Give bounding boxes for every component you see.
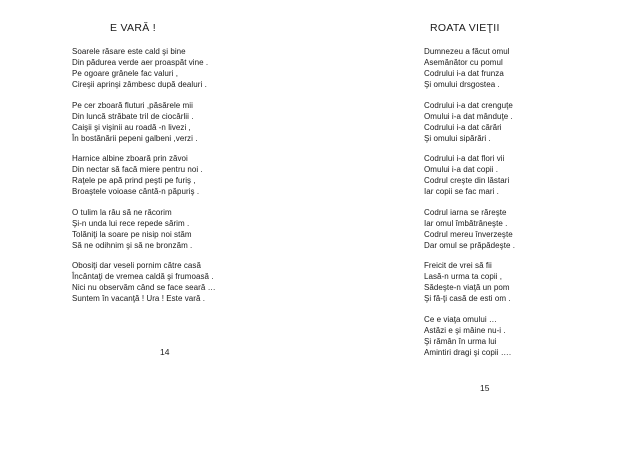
verse-line: Codrul iarna se răreşte bbox=[424, 207, 507, 217]
poem-body bbox=[424, 46, 594, 367]
stanza bbox=[424, 207, 594, 251]
stanza bbox=[424, 260, 594, 304]
verse-line: Iar copii se fac mari . bbox=[424, 187, 499, 196]
verse-line: Omului i-a dat copii . bbox=[424, 165, 499, 174]
verse-line: Lasă-n urma ta copii , bbox=[424, 272, 503, 281]
verse-line: Amintiri dragi şi copii …. bbox=[424, 347, 512, 357]
verse-line: Obosiţi dar veseli pornim către casă bbox=[72, 261, 201, 270]
poem-title: ROATA VIEŢII bbox=[430, 22, 500, 34]
verse-line: Codrului i-a dat frunza bbox=[424, 69, 504, 78]
verse-line: În bostănării pepeni galbeni ,verzi . bbox=[72, 133, 198, 143]
poem-body bbox=[72, 46, 312, 314]
right-page bbox=[424, 0, 594, 452]
verse-line: Freicit de vrei să fii bbox=[424, 261, 492, 270]
verse-line: Şi-n unda lui rece repede sărim . bbox=[72, 218, 190, 228]
verse-line: Codrul mereu înverzeşte bbox=[424, 229, 513, 239]
stanza bbox=[424, 100, 594, 144]
stanza bbox=[424, 153, 594, 197]
verse-line: Broaştele voioase cântă-n păpuriş . bbox=[72, 187, 200, 196]
page-number: 14 bbox=[160, 347, 170, 357]
verse-line: Dar omul se prăpădeşte . bbox=[424, 240, 516, 250]
verse-line: Din luncă străbate tril de ciocârlii . bbox=[72, 111, 194, 121]
page-number: 15 bbox=[480, 383, 490, 393]
left-page bbox=[72, 0, 312, 452]
verse-line: Asemănător cu pomul bbox=[424, 58, 503, 67]
verse-line: Pe cer zboară fluturi ,păsărele mii bbox=[72, 100, 193, 110]
verse-line: Omului i-a dat mânduţe . bbox=[424, 111, 513, 121]
verse-line: Încântaţi de vremea caldă şi frumoasă . bbox=[72, 272, 214, 281]
verse-line: O tulim la râu să ne răcorim bbox=[72, 207, 172, 217]
stanza bbox=[424, 46, 594, 90]
verse-line: Tolăniţi la soare pe nisip noi stăm bbox=[72, 229, 192, 239]
stanza bbox=[424, 314, 594, 358]
verse-line: Harnice albine zboară prin zăvoi bbox=[72, 154, 188, 163]
verse-line: Iar omul îmbătrâneşte . bbox=[424, 218, 508, 228]
stanza bbox=[72, 260, 312, 304]
verse-line: Codrului i-a dat crenguţe bbox=[424, 100, 513, 110]
verse-line: Din pădurea verde aer proaspăt vine . bbox=[72, 58, 209, 67]
verse-line: Suntem în vacanţă ! Ura ! Este vară . bbox=[72, 294, 206, 303]
verse-line: Nici nu observăm când se face seară … bbox=[72, 283, 216, 292]
verse-line: Codrului i-a dat cărări bbox=[424, 122, 502, 132]
stanza bbox=[72, 100, 312, 144]
stanza bbox=[72, 46, 312, 90]
verse-line: Din nectar să facă miere pentru noi . bbox=[72, 165, 203, 174]
verse-line: Ce e viaţa omului … bbox=[424, 314, 497, 324]
verse-line: Codrul creşte din lăstari bbox=[424, 176, 510, 185]
verse-line: Şi omului drsgostea . bbox=[424, 80, 500, 89]
verse-line: Şi rămân în urma lui bbox=[424, 336, 497, 346]
verse-line: Să ne odihnim şi să ne bronzăm . bbox=[72, 240, 193, 250]
stanza bbox=[72, 153, 312, 197]
verse-line: Dumnezeu a făcut omul bbox=[424, 47, 510, 56]
verse-line: Pe ogoare grânele fac valuri , bbox=[72, 69, 179, 78]
verse-line: Astăzi e şi mâine nu-i . bbox=[424, 325, 506, 335]
stanza bbox=[72, 207, 312, 251]
verse-line: Caişii şi vişinii au roadă -n livezi , bbox=[72, 122, 191, 132]
verse-line: Şi fă-ţi casă de esti om . bbox=[424, 294, 511, 303]
verse-line: Codrului i-a dat flori vii bbox=[424, 154, 505, 163]
verse-line: Cireşii aprinşi zâmbesc după dealuri . bbox=[72, 80, 207, 89]
verse-line: Şi omului sipărări . bbox=[424, 133, 491, 143]
verse-line: Soarele răsare este cald şi bine bbox=[72, 47, 186, 56]
poem-title: E VARĂ ! bbox=[110, 22, 156, 34]
verse-line: Raţele pe apă prind peşti pe furiş , bbox=[72, 176, 196, 185]
verse-line: Sădeşte-n viaţă un pom bbox=[424, 283, 510, 292]
